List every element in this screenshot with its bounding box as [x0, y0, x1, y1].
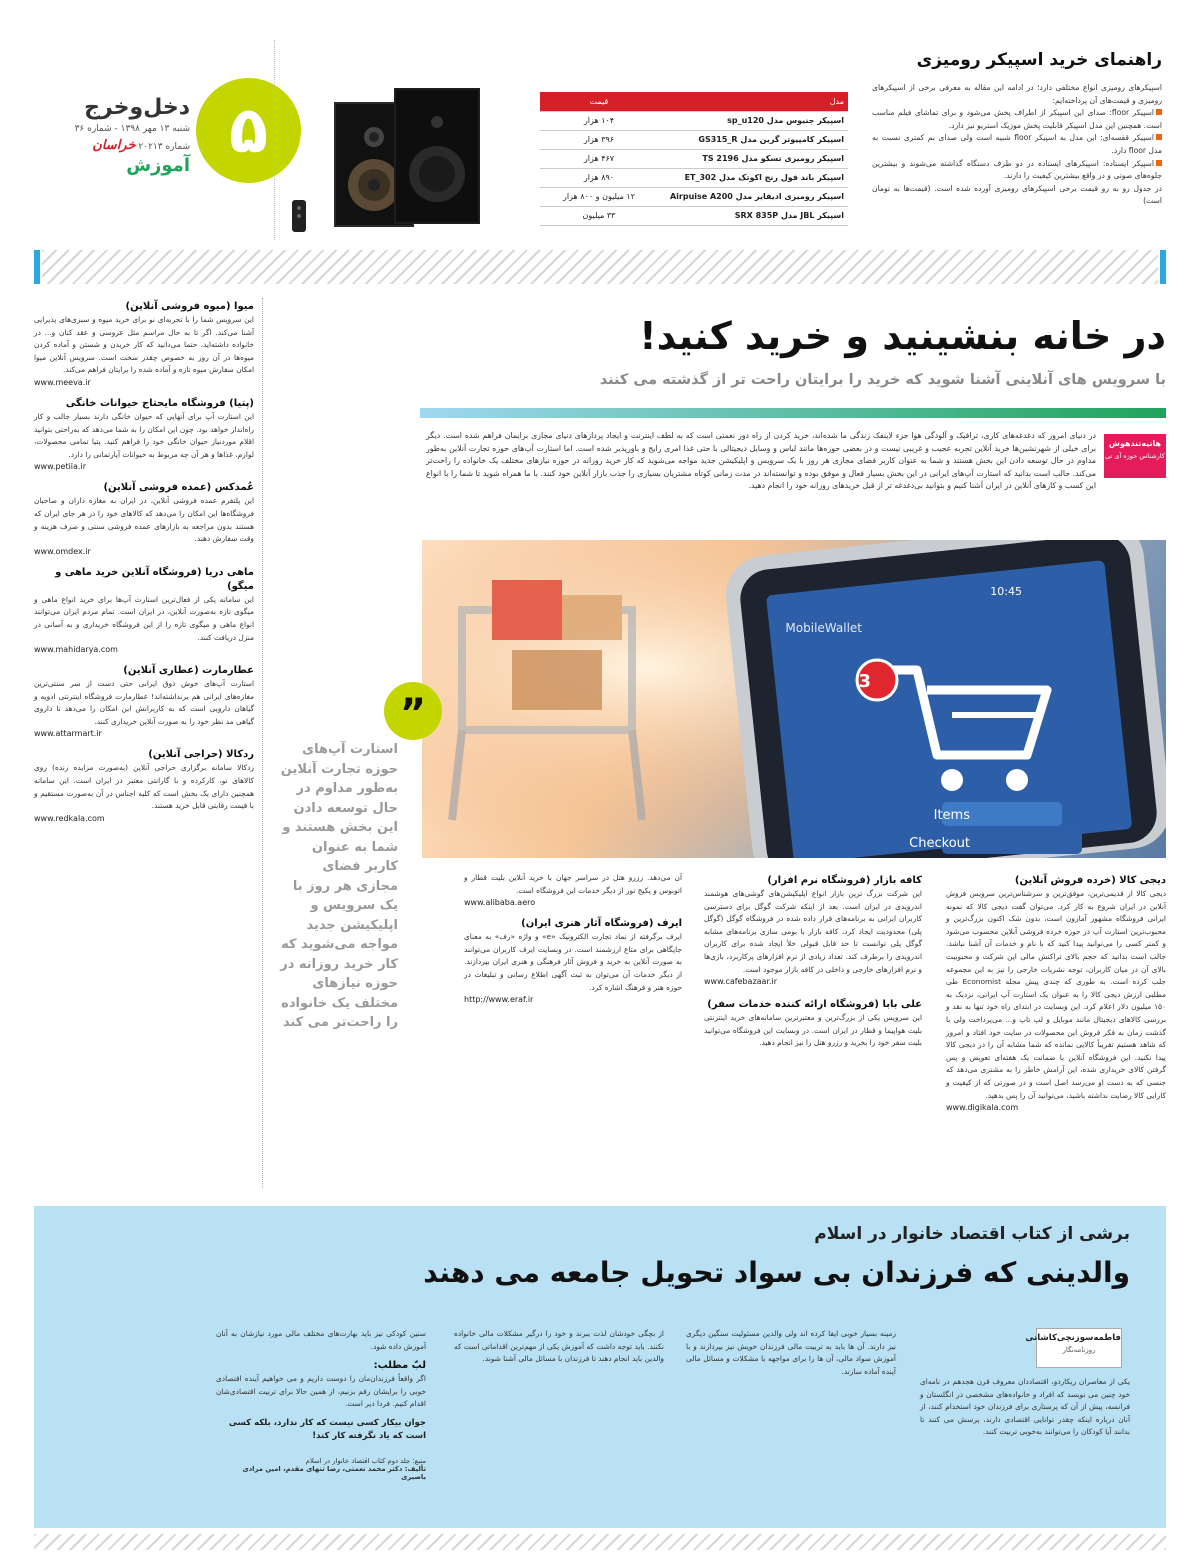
price-model: اسپیکر جنیوس مدل sp_u120 — [658, 111, 848, 130]
price-model: اسپیکر کامپیوتر گرین مدل GS315_R — [658, 130, 848, 149]
price-row — [540, 149, 848, 168]
service-heading: میوا (میوه فروشی آنلاین) — [125, 301, 254, 312]
pull-quote: استارت آپ‌های حوزه تجارت آنلاین به‌طور مداوم در حال توسعه دادن این بخش هستند و شما به عنوان کاربر فضای مجازی هر روز با یک سرویس و اپلیکیشن جدید مواجه می‌شوید که کار خرید روزانه در حوزه نیازهای مختلف یک خانواده را راحت‌تر می کند — [280, 742, 398, 1030]
sidebar-service — [34, 300, 254, 389]
section-divider-top — [30, 250, 1170, 284]
lead-paragraph: در دنیای امروز که دغدغه‌های کاری، ترافیک و آلودگی هوا جزء لاینفک زندگی ما شده‌اند، خرید کردن از راه دور نعمتی است که به لطف اینترنت و ایجاد پردازهای دنیای مجازی برایمان فراهم شده است. دیگر برای خیلی از شهرنشین‌ها خرید آنلاین تجربه عجیب و غریبی نیست و در بعضی حوزه‌ها مانند لباس و وسایل دیجیتالی با حتی غذا امری رایج و باورپذیر شده است. اما استارت آپ‌های حوزه تجارت آنلاین به‌طور مداوم در حال توسعه دادن این بخش هستند و شما به عنوان کاربر فضای مجازی هر روز با یک سرویس و اپلیکیشن جدید مواجه می‌شوید که کار خرید روزانه در حوزه نیازهای مختلف یک خانواده را راحت‌تر می‌کند. جالب است بدانید که استارت آپ‌های ایرانی در این بخش بسیار فعال و موفق بوده و توانسته‌اند در مدت زمانی کوتاه مشتریان بسیاری را جذب بازار آنلاین خود کنند. با ما همراه شوید تا شما را با انواع این کسب و کارهای آنلاین در ایران آشنا کنیم و بتوانید بی‌دغدغه تر از قبل خریدهای روزانه خود را انجام دهید. — [426, 431, 1096, 491]
eraf-url[interactable]: http://www.eraf.ir — [464, 995, 534, 1005]
bottom-col-4-text: سنین کودکی نیز باید بهارت‌های مختلف مالی مورد نیازشان به آنان آموزش داده شود. — [216, 1329, 426, 1351]
service-heading: ردکالا (حراجی آنلاین) — [148, 749, 254, 761]
summary-body: اگر واقعاً فرزندان‌مان را دوست داریم و می خواهیم آینده اقتصادی خوبی را برایشان رقم بزنیم، از همین حالا برای تربیت اقتصادی‌شان اقدام کنیم. فردا دیر است. — [216, 1374, 426, 1409]
issue-number: شماره ۲۰۲۱۳ — [138, 142, 190, 152]
digikala-url[interactable]: www.digikala.com — [946, 1103, 1019, 1113]
brand-logo: دخل‌وخرج — [84, 95, 190, 120]
bullet-icon — [1156, 160, 1162, 166]
author-role: کارشناس حوزه آی تی — [1105, 452, 1165, 460]
service-heading: عطارمارت (عطاری آنلاین) — [123, 665, 254, 677]
bottom-col-1: یکی از معاصران ریکاردو، اقتصاددان معروف قرن هجدهم در نامه‌ای خود چنین می نویسد که افراد و خانواده‌های مشخصی در انگلستان و فرانسه، پیش از آن که پرستاری برای فرزندان خود استخدام کنند، از آنان درباره اینکه چقدر توانایی اقتصادی دارند، پرسش می کنند تا بدانند آیا کودکان را می‌توانند به‌خوبی تربیت کنند. — [920, 1377, 1130, 1437]
cart-badge-count: 3 — [858, 671, 871, 692]
eraf-heading: ایرف (فروشگاه آثار هنری ایران) — [521, 918, 682, 930]
service-body: ردکالا سامانه برگزاری حراجی آنلاین (به‌صورت مزایده زنده) روی کالاهای نو، کارکرده و با گارانتی معتبر در ایران است. این سامانه همچنین دارای یک بخش است که کلیه اجناس در آن به‌صورت مستقیم و با قیمت رقابتی قابل خرید هستند. — [34, 763, 254, 811]
digikala-heading: دیجی کالا (خرده فروش آنلاین) — [1014, 875, 1166, 886]
service-heading: ماهی دریا (فروشگاه آنلاین خرید ماهی و میگو) — [55, 566, 254, 592]
service-heading: عُمدکس (عمده فروشی آنلاین) — [103, 482, 254, 494]
price-value: ۳۹۶ هزار — [540, 130, 658, 149]
col-model: مدل — [658, 92, 848, 111]
price-value: ۳۳ میلیون — [540, 206, 658, 225]
price-value: ۴۶۷ هزار — [540, 149, 658, 168]
hero-image — [422, 540, 1166, 858]
main-headline: در خانه بنشینید و خرید کنید! — [639, 314, 1166, 358]
service-url[interactable]: www.omdex.ir — [34, 546, 91, 556]
items-label: Items — [933, 808, 970, 823]
price-row — [540, 187, 848, 206]
service-body: این سامانه یکی از فعال‌ترین استارت آپ‌ها برای خرید انواع ماهی و میگوی تازه به‌صورت آنلاین، در ایران است. تمام مردم ایران می‌توانند انواع ماهی و میگوی تازه را از این فروشگاه خریداری و به آسانی در منزل دریافت کنند. — [34, 594, 254, 642]
bottom-author-name: فاطمه‌سوزنچی‌کاشانی — [1025, 1333, 1121, 1343]
cafebazaar-heading: کافه بازار (فروشگاه نرم افزار) — [767, 875, 922, 886]
speaker-image — [284, 82, 524, 232]
bottom-col-4 — [216, 1328, 426, 1481]
section-number: ۵ — [228, 93, 269, 168]
service-url[interactable]: www.meeva.ir — [34, 377, 91, 387]
sidebar-service — [34, 481, 254, 557]
service-url[interactable]: www.attarmart.ir — [34, 729, 102, 739]
price-value: ۱۲ میلیون و ۸۰۰ هزار — [540, 187, 658, 206]
sidebar-service — [34, 397, 254, 473]
bottom-headline: والدینی که فرزندان بی سواد تحویل جامعه می دهند — [423, 1256, 1130, 1289]
quote-icon: ” — [384, 682, 442, 740]
author-name: هانیه‌تندهوش — [1108, 439, 1162, 448]
main-article — [280, 298, 1166, 1188]
bottom-hatch — [34, 1534, 1166, 1550]
service-heading: (پتیا) فروشگاه مایحتاج حیوانات خانگی — [65, 397, 254, 409]
divider-marker-left — [34, 250, 40, 284]
summary-quote: جوان بیکار کسی نیست که کار ندارد، بلکه کسی است که یاد نگرفته کار کند! — [228, 1417, 426, 1441]
hatch-band — [42, 250, 1158, 284]
cafebazaar-body: این شرکت بزرگ ترین بازار انواع اپلیکیشن‌های گوشی‌های هوشمند اندرویدی در ایران است. بعد از اینکه شرکت گوگل برای دسترسی کاربران ایرانی به برنامه‌های قرار داده شده در فروشگاه گوگل (گوگل پلی) محدودیت ایجاد کرد، کافه بازار با بومی سازی برنامه‌های مشابه گوگل پلی توانست تا حد قابل قبولی خلأ ایجاد شده برای کاربران اندرویدی را برطرف کند. تعداد زیادی از نرم افزارهای پرکاربرد، بازی‌ها و نرم افزارهای خارجی و داخلی در کافه بازار موجود است. — [704, 889, 922, 974]
price-value: ۱۰۴ هزار — [540, 111, 658, 130]
section-label: آموزش — [126, 155, 190, 176]
phone-app-name: MobileWallet — [785, 621, 862, 635]
bullet-1: اسپیکر floor: صدای این اسپیکر از اطراف پخش می‌شود و برای تماشای فیلم مناسب است. همچنین این مدل اسپیکر قابلیت پخش موزیک استریو نیز دارد. — [872, 108, 1162, 130]
bullet-icon — [1156, 134, 1162, 140]
price-model: اسپیکر باند فول رنج اکوتک مدل ET_302 — [658, 168, 848, 187]
speaker-guide-title: راهنمای خرید اسپیکر رومیزی — [916, 50, 1162, 70]
speaker-guide-text — [872, 82, 1162, 208]
source-authors: تألیف: دکتر محمد نعمتی، رضا تنهای مقدم، امین مرادی باصیری — [242, 1464, 426, 1481]
price-row — [540, 111, 848, 130]
author-badge — [1104, 434, 1166, 478]
alibaba-continued: آن می‌دهد. رزرو هتل در سراسر جهان با خرید آنلاین بلیت قطار و اتوبوس و پکیج تور از دیگر خدمات این فروشگاه است. — [464, 873, 682, 895]
green-rule — [420, 408, 1166, 418]
price-model: اسپیکر رومیزی تسکو مدل TS 2196 — [658, 149, 848, 168]
price-model: اسپیکر رومیزی ادیفایر مدل Airpuise A200 — [658, 187, 848, 206]
date-line: شنبه ۱۳ مهر ۱۳۹۸ - شماره ۳۶ — [74, 124, 190, 134]
checkout-label: Checkout — [909, 836, 970, 851]
service-body: این استارت آپ برای آنهایی که حیوان خانگی دارند بسیار جالب و کار راه‌انداز خواهد بود. چون این امکان را به شما می‌دهد که به‌راحتی بتوانید اقلام موردنیاز حیوان خانگی خود را فراهم کنید. پتیا تمامی محصولات، لوازم، غذاها و هر آن چه مربوط به حیوانات آپارتمانی را دارد. — [34, 411, 254, 459]
paper-logo: خراسان — [92, 138, 136, 153]
bullet-2: اسپیکر قفسه‌ای: این مدل به اسپیکر floor شبیه است ولی صدای بم کمتری نسبت به مدل floor دارد. — [872, 133, 1162, 155]
alibaba-url[interactable]: www.alibaba.aero — [464, 898, 536, 908]
service-url[interactable]: www.redkala.com — [34, 813, 105, 823]
summary-heading: لبّ مطلب: — [373, 1360, 426, 1372]
col-price: قیمت — [540, 92, 658, 111]
service-body: این سرویس شما را با تجربه‌ای نو برای خرید میوه و سبزی‌های پذیرایی آشنا می‌کند. اگر تا به حال مراسم مثل عروسی و عقد کنان و... در خانواده داشته‌اید، حتما می‌دانید که کار خریدن و شستن و آماده کردن میوه‌ها در آن روز به خصوص چقدر سخت است. سرویس آنلاین میوا امکان سفارش میوه تازه و آماده شده را برایتان فراهم می‌کند. — [34, 315, 254, 375]
service-body: این پلتفرم عمده فروشی آنلاین، در ایران به مغازه داران و صاحبان فروشگاه‌ها این امکان را می‌دهد که کالاهای خود را در هر جای ایران که هستند بدون مراجعه به بازارهای عمده فروشی سنتی و صرف هزینه و وقت سفارش دهند. — [34, 496, 254, 544]
cafebazaar-url[interactable]: www.cafebazaar.ir — [704, 977, 778, 987]
bottom-col-3: از بچگی خودشان لذت ببرند و خود را درگیر مشکلات مالی خانواده نکنند. باید توجه داشت که آموزش یکی از مهم‌ترین اقداماتی است که والدین باید انجام دهند تا فرزندان با مسائل مالی آشنا شوند. — [454, 1329, 664, 1364]
service-body: استارت آپ‌های خوش ذوق ایرانی حتی دست از سر سنتی‌ترین مغازه‌های ایرانی هم برنداشته‌اند! عطارمارت فروشگاه اینترنتی ادویه و گیاهان دارویی است که به کاربرانش این امکان را می‌دهد تا داروی گیاهی مد نظر خود را به صورت آنلاین خریداری کنند. — [34, 679, 254, 726]
sidebar-services — [34, 298, 254, 1188]
bottom-article — [34, 1206, 1166, 1528]
bullet-icon — [1156, 109, 1162, 115]
speaker-illustration — [284, 82, 524, 232]
price-value: ۸۹۰ هزار — [540, 168, 658, 187]
price-table-header — [540, 92, 848, 111]
sidebar-service — [34, 748, 254, 824]
speaker-guide — [284, 44, 1162, 234]
phone-time: 10:45 — [990, 585, 1022, 598]
source-line: منبع: جلد دوم کتاب اقتصاد خانوار در اسلام — [305, 1456, 426, 1465]
masthead-text — [30, 95, 190, 176]
service-url[interactable]: www.mahidarya.com — [34, 645, 118, 655]
alibaba-body: این سرویس یکی از بزرگ‌ترین و معتبرترین سامانه‌های خرید اینترنتی بلیت هواپیما و قطار در ایران است. در وبسایت این فروشگاه می‌توانید بلیت سفر خود را بخرید و رزرو هتل را نیز انجام دهید. — [704, 1013, 922, 1048]
sidebar-service — [34, 664, 254, 740]
price-row — [540, 130, 848, 149]
column-cafebazaar — [704, 872, 922, 1050]
speaker-guide-intro: اسپیکرهای رومیزی انواع مختلفی دارد؛ در ادامه این مقاله به معرفی برخی از اسپیکرهای رومیزی و قیمت‌های آن پرداخته‌ایم: — [872, 83, 1162, 105]
price-row — [540, 168, 848, 187]
bottom-kicker: برشی از کتاب اقتصاد خانوار در اسلام — [814, 1224, 1130, 1244]
sidebar-divider — [262, 298, 263, 1188]
divider-marker-right — [1160, 250, 1166, 284]
bottom-author-badge — [1025, 1328, 1122, 1368]
service-url[interactable]: www.petiia.ir — [34, 462, 86, 472]
price-row — [540, 206, 848, 225]
bullet-3: اسپیکر ایستاده: اسپیکرهای ایستاده در دو طرف دستگاه گذاشته می‌شوند و بیشترین جلوه‌های صوتی و در واقع بیشترین کیفیت را دارند. — [872, 158, 1162, 181]
price-model: اسپیکر JBL مدل SRX 835P — [658, 206, 848, 225]
bottom-author-role: روزنامه‌نگار — [1062, 1346, 1096, 1354]
masthead-divider — [274, 40, 275, 240]
eraf-body: ایرف برگرفته از نماد تجارت الکترونیک «e» و واژه «رف» به معنای جایگاهی برای متاع ارزشمند است. در وبسایت ایرف کاربران می‌توانند به صورت آنلاین به خرید و فروش آثار فرهنگی و هنری ایران بپردازند. از دیگر خدمات آن می‌توان به ثبت آگهی اطلاع رسانی و تبلیغات در حوزه هنر و فرهنگ اشاره کرد. — [464, 932, 682, 992]
speaker-guide-outro: در جدول رو به رو قیمت برخی اسپیکرهای رومیزی آورده شده است. (قیمت‌ها به تومان است) — [872, 183, 1162, 206]
bottom-col-2: زمینه بسیار خوبی ایفا کرده اند ولی والدین مسئولیت سنگین دیگری نیز دارند. آن ها باید به تربیت مالی فرزندان خویش نیز بپردازند و با آموزش سواد مالی، آن ها را برای مواجهه با مشکلات و مسائل مالی آینده آماده سازند. — [686, 1329, 896, 1376]
column-eraf — [464, 872, 682, 1006]
alibaba-heading: علی بابا (فروشگاه ارائه کننده خدمات سفر) — [707, 999, 922, 1011]
hero-illustration — [422, 540, 1166, 858]
digikala-body: دیجی کالا از قدیمی‌ترین، موفق‌ترین و سرشناس‌ترین سرویس فروش آنلاین در ایران شروع به کار کرد. می‌توان گفت دیجی کالا که نمونه ایرانی فروشگاه مشهور آمازون است، بدون شک اکنون بزرگ‌ترین و محبوب‌ترین استارت آپ در حوزه خرده فروشی آنلاین محسوب می‌شود و کمتر کسی را می‌توانید پیدا کنید که با نام و خدمات آن آشنا نباشد. جالب است بدانید که حجم بالای تراکنش مالی این شرکت و محبوبیت بالای آن در میان کاربران، توجه نشریات خارجی را نیز به این مجموعه جلب کرده است. به طوری که چندی پیش مجله Economist طی مطلبی ارزش دیجی کالا را به عنوان یک استارت آپ ایرانی، نزدیک به ۱۵۰ میلیون دلار اعلام کرد. این وبسایت در ابتدای راه خود تنها به نقد و بررسی کالاهای دیجیتال مانند موبایل و لپ تاپ و... می‌پرداخت ولی با گذشت زمان به فکر فروش این محصولات در سایت خود افتاد و امروز که شاهد هستیم تقریباً کالایی نمانده که شما مشابه آن را در دیجی کالا پیدا نکنید. این فروشگاه آنلاین با ضمانت یک هفته‌ای تعویض و پس گرفتن کالای خریداری شده، این آرامش خاطر را به مشتری می‌دهد که جنسی که به دست او می‌رسد اصل است و در صورتی که از کیفیت و کارایی کالا رضایت نداشته باشید، می‌توانید آن را پس بدهید. — [946, 889, 1166, 1100]
column-digikala — [946, 872, 1166, 1114]
sidebar-service — [34, 566, 254, 656]
price-table — [540, 92, 848, 226]
main-subhead: با سرویس های آنلاینی آشنا شوید که خرید را برایتان راحت تر از گذشته می کنند — [599, 372, 1166, 388]
